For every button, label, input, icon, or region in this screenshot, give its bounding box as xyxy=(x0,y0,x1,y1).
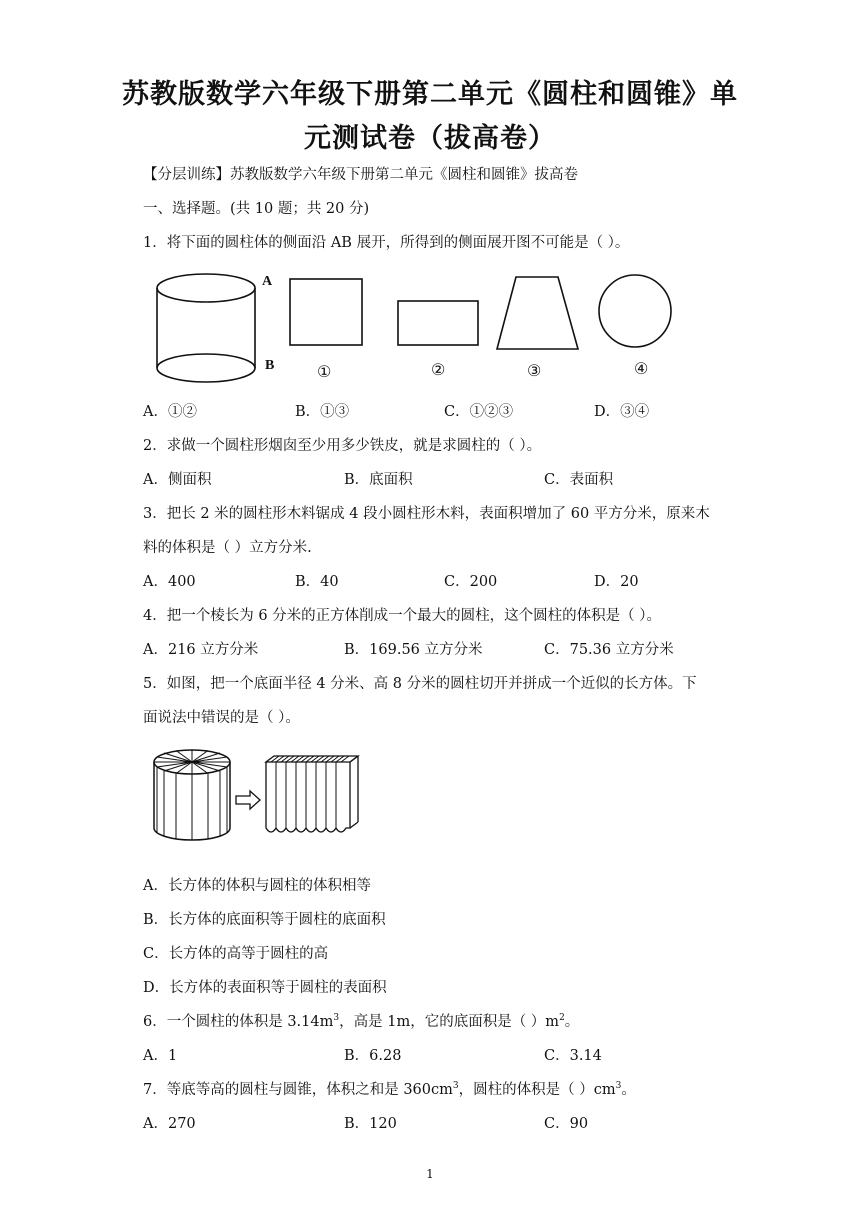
page-number: 1 xyxy=(426,1167,434,1181)
q7-option-b[interactable]: B．120 xyxy=(344,1116,397,1132)
q1-option-a[interactable]: A．①② xyxy=(143,404,197,420)
question-5-text-line1: 5．如图，把一个底面半径 4 分米、高 8 分米的圆柱切开并拼成一个近似的长方体。下 xyxy=(143,676,697,692)
question-1-text: 1．将下面的圆柱体的侧面沿 AB 展开，所得到的侧面展开图不可能是（ ）。 xyxy=(143,235,630,251)
q3-option-a[interactable]: A．400 xyxy=(143,574,196,590)
question-4-text: 4．把一个棱长为 6 分米的正方体削成一个最大的圆柱，这个圆柱的体积是（ ）。 xyxy=(143,608,662,624)
q2-option-c[interactable]: C．表面积 xyxy=(544,472,614,488)
q6-option-c[interactable]: C．3.14 xyxy=(544,1048,602,1064)
q5-option-b[interactable]: B．长方体的底面积等于圆柱的底面积 xyxy=(143,912,386,928)
cylinder-figure xyxy=(150,270,280,390)
q4-option-c[interactable]: C．75.36 立方分米 xyxy=(544,642,674,658)
question-7-text: 7．等底等高的圆柱与圆锥，体积之和是 $360cm^3$，圆柱的体积是（ ）$cm^3$。 xyxy=(143,1081,636,1098)
rectangle-shape xyxy=(397,300,481,348)
approx-cuboid xyxy=(266,756,358,832)
question-6-text: 6．一个圆柱的体积是 $3.14m^3$，高是 1m，它的底面积是（ ）$m^2$。 xyxy=(143,1013,580,1030)
cylinder-to-cuboid-figure xyxy=(150,748,370,844)
question-3-text-line1: 3．把长 2 米的圆柱形木料锯成 4 段小圆柱形木料，表面积增加了 60 平方分米，原来木 xyxy=(143,506,710,522)
label-b: B xyxy=(265,358,275,373)
q2-option-b[interactable]: B．底面积 xyxy=(344,472,413,488)
shape-label-3: ③ xyxy=(527,363,542,380)
q3-option-c[interactable]: C．200 xyxy=(444,574,498,590)
q4-option-a[interactable]: A．216 立方分米 xyxy=(143,642,259,658)
q1-option-c[interactable]: C．①②③ xyxy=(444,404,514,420)
question-3-text-line2: 料的体积是（ ）立方分米. xyxy=(143,540,312,556)
q4-option-b[interactable]: B．169.56 立方分米 xyxy=(344,642,483,658)
shape-label-2: ② xyxy=(431,362,446,379)
q3-option-b[interactable]: B．40 xyxy=(295,574,339,590)
label-a: A xyxy=(262,274,273,289)
shape-label-4: ④ xyxy=(634,361,649,378)
q7-option-a[interactable]: A．270 xyxy=(143,1116,196,1132)
trapezoid-shape xyxy=(496,276,582,352)
section-heading: 一、选择题。(共 10 题；共 20 分) xyxy=(143,201,370,217)
page-title-line1: 苏教版数学六年级下册第二单元《圆柱和圆锥》单 xyxy=(122,79,738,110)
page-title-line2: 元测试卷（拔高卷） xyxy=(304,123,556,154)
square-shape xyxy=(289,278,365,348)
q1-option-d[interactable]: D．③④ xyxy=(594,404,650,420)
sliced-cylinder xyxy=(154,750,230,840)
question-5-text-line2: 面说法中错误的是（ ）。 xyxy=(143,710,300,726)
q5-option-d[interactable]: D．长方体的表面积等于圆柱的表面积 xyxy=(143,980,387,996)
q7-option-c[interactable]: C．90 xyxy=(544,1116,589,1132)
q6-option-b[interactable]: B．6.28 xyxy=(344,1048,402,1064)
question-2-text: 2．求做一个圆柱形烟囱至少用多少铁皮，就是求圆柱的（ ）。 xyxy=(143,438,542,454)
q3-option-d[interactable]: D．20 xyxy=(594,574,639,590)
right-arrow-icon xyxy=(236,791,260,809)
circle-shape xyxy=(598,274,674,350)
shape-label-1: ① xyxy=(317,364,332,381)
subtitle: 【分层训练】苏教版数学六年级下册第二单元《圆柱和圆锥》拔高卷 xyxy=(143,167,578,183)
q5-option-c[interactable]: C．长方体的高等于圆柱的高 xyxy=(143,946,329,962)
q2-option-a[interactable]: A．侧面积 xyxy=(143,472,212,488)
q5-option-a[interactable]: A．长方体的体积与圆柱的体积相等 xyxy=(143,878,371,894)
q1-option-b[interactable]: B．①③ xyxy=(295,404,350,420)
q6-option-a[interactable]: A．1 xyxy=(143,1048,178,1064)
